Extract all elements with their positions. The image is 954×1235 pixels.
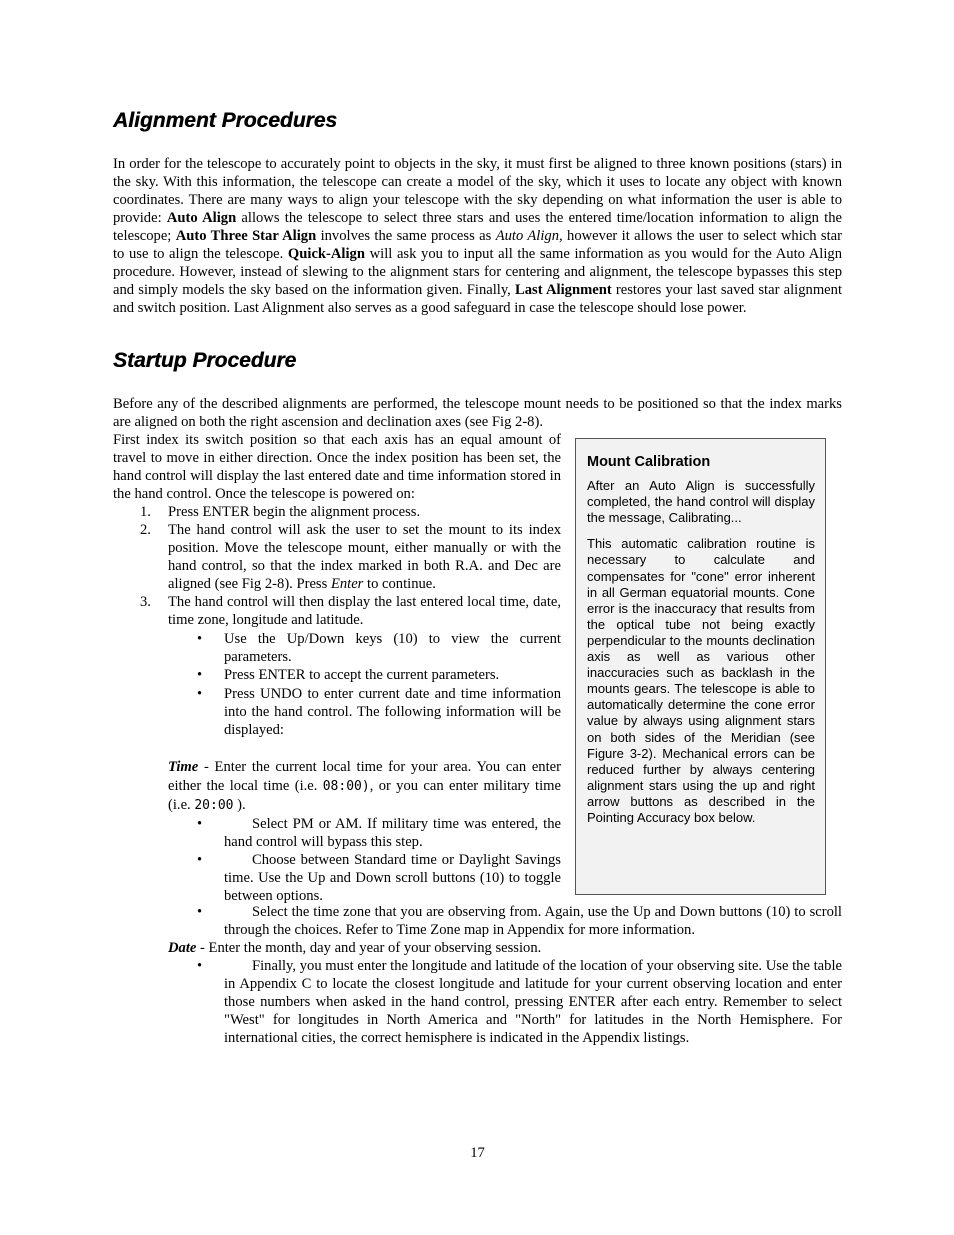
sidebar-title: Mount Calibration bbox=[587, 454, 711, 470]
bullet-text: Finally, you must enter the longitude and latitude of the location of your observing site. Use the table in Appendix C to locate the closest longitude and latitude for your current observing location and enter those numbers when asked in the hand control, pressing ENTER after each entry. Remember to select "West" for longitudes in North America and "North" for latitudes in the North Hemisphere. For international cities, the correct hemisphere is indicated in the Appendix listings. bbox=[224, 958, 842, 1046]
bullet-icon: • bbox=[197, 904, 203, 920]
startup-paragraph: Before any of the described alignments are performed, the telescope mount needs to be positioned so that the index marks are aligned on both the right ascension and declination axes (see Fig 2-8). bbox=[113, 396, 842, 430]
list-item bbox=[113, 815, 561, 851]
quick-align-term: Quick-Align bbox=[287, 246, 365, 262]
step-text-part: The hand control will ask the user to set the mount to its index position. Move the telescope mount, either manually or with the hand control, so that the index marked in both R.A. and Dec are aligned (see Fig 2-8). Press bbox=[168, 522, 561, 592]
intro-text: In order for the telescope to accurately point to objects in the sky, it must first be aligned to three known positions (stars) in the sky. With this information, the telescope can create a model of the sky, which it uses to locate any object with known coordinates. There are many ways to align your telescope with the sky depending on what information the user is able to provide: bbox=[113, 156, 842, 226]
bullet-text: Press ENTER to accept the current parameters. bbox=[224, 667, 500, 683]
date-term: Date bbox=[168, 940, 197, 956]
step-number: 3. bbox=[140, 594, 151, 610]
time-text: , or you can enter military time (i.e. bbox=[168, 778, 561, 813]
bullet-text: Select PM or AM. If military time was entered, the hand control will bypass this step. bbox=[224, 816, 561, 850]
auto-three-star-align-term: Auto Three Star Align bbox=[175, 228, 317, 244]
bullet-icon: • bbox=[197, 816, 203, 832]
time-example-military: 20:00 bbox=[194, 798, 234, 813]
auto-align-italic: Auto Align bbox=[495, 228, 559, 244]
list-item bbox=[113, 903, 842, 939]
sidebar-paragraph-1: After an Auto Align is successfully completed, the hand control will display the message, Calibrating... bbox=[587, 478, 815, 526]
intro-text: , however it allows the user to select which star to use to align the telescope. bbox=[113, 228, 842, 262]
list-item bbox=[113, 630, 561, 666]
bullet-icon: • bbox=[197, 958, 203, 974]
list-item bbox=[113, 685, 561, 739]
step-1 bbox=[113, 503, 561, 521]
full-width-column bbox=[113, 903, 842, 1047]
step-text bbox=[168, 521, 561, 593]
list-item bbox=[113, 957, 842, 1047]
bullet-icon: • bbox=[197, 852, 203, 868]
date-text: - Enter the month, day and year of your observing session. bbox=[196, 940, 542, 956]
list-item bbox=[113, 851, 561, 905]
intro-text: involves the same process as bbox=[316, 228, 496, 244]
time-text: ). bbox=[233, 797, 246, 813]
alignment-procedures-heading: Alignment Procedures bbox=[113, 109, 338, 132]
bullet-text: Press UNDO to enter current date and time information into the hand control. The following information will be displayed: bbox=[224, 686, 561, 738]
date-paragraph bbox=[113, 939, 842, 957]
step-text-part: to continue. bbox=[363, 576, 436, 592]
time-term: Time bbox=[168, 759, 199, 775]
mount-calibration-sidebar bbox=[575, 438, 826, 895]
list-item bbox=[113, 666, 561, 684]
intro-text: will ask you to input all the same information as you would for the Auto Align procedure. However, instead of slewing to the alignment stars for centering and alignment, the telescope bypasses this step and simply models the sky based on the information given. Finally, bbox=[113, 246, 843, 298]
step-3 bbox=[113, 593, 561, 629]
spacer bbox=[113, 739, 561, 758]
time-example-local: 08:00) bbox=[322, 779, 370, 794]
intro-text: allows the telescope to select three stars and uses the entered time/location information to align the telescope; bbox=[113, 210, 842, 244]
intro-text: restores your last saved star alignment and switch position. Last Alignment also serves as a good safeguard in case the telescope should lose power. bbox=[113, 282, 842, 316]
step-text: The hand control will then display the last entered local time, date, time zone, longitude and latitude. bbox=[168, 594, 561, 628]
step-text: Press ENTER begin the alignment process. bbox=[168, 504, 421, 520]
time-paragraph bbox=[113, 758, 561, 815]
bullet-icon: • bbox=[197, 667, 203, 683]
enter-key-italic: Enter bbox=[330, 576, 364, 592]
time-text: - Enter the current local time for your area. You can enter either the local time (i.e. bbox=[168, 759, 561, 794]
left-column bbox=[113, 431, 561, 905]
step-number: 2. bbox=[140, 522, 151, 538]
intro-paragraph bbox=[113, 155, 842, 317]
auto-align-term: Auto Align bbox=[166, 210, 237, 226]
startup-paragraph-2: First index its switch position so that each axis has an equal amount of travel to move in either direction. Once the index position has been set, the hand control will display the last entered date and time information stored in the hand control. Once the telescope is powered on: bbox=[113, 432, 561, 502]
last-alignment-term: Last Alignment bbox=[515, 282, 612, 298]
step-number: 1. bbox=[140, 504, 151, 520]
bullet-text: Choose between Standard time or Daylight Savings time. Use the Up and Down scroll buttons (10) to toggle between options. bbox=[224, 852, 561, 904]
startup-procedure-heading: Startup Procedure bbox=[113, 349, 297, 372]
page-number: 17 bbox=[470, 1145, 485, 1161]
bullet-icon: • bbox=[197, 631, 203, 647]
sidebar-paragraph-2: This automatic calibration routine is necessary to calculate and compensates for "cone" error inherent in all German equatorial mounts. Cone error is the inaccuracy that results from the optical tube not being exactly perpendicular to the mounts declination axis as well as various other inaccuracies such as backlash in the mounts gears. The telescope is able to automatically determine the cone error value by always using alignment stars on both sides of the Meridian (see Figure 3-2). Mechanical errors can be reduced further by always centering alignment stars using the up and right arrow buttons as described in the Pointing Accuracy box below. bbox=[587, 536, 815, 825]
bullet-icon: • bbox=[197, 686, 203, 702]
bullet-text: Use the Up/Down keys (10) to view the current parameters. bbox=[224, 631, 561, 665]
bullet-text: Select the time zone that you are observing from. Again, use the Up and Down buttons (10) to scroll through the choices. Refer to Time Zone map in Appendix for more information. bbox=[224, 904, 842, 938]
step-2 bbox=[113, 521, 561, 593]
